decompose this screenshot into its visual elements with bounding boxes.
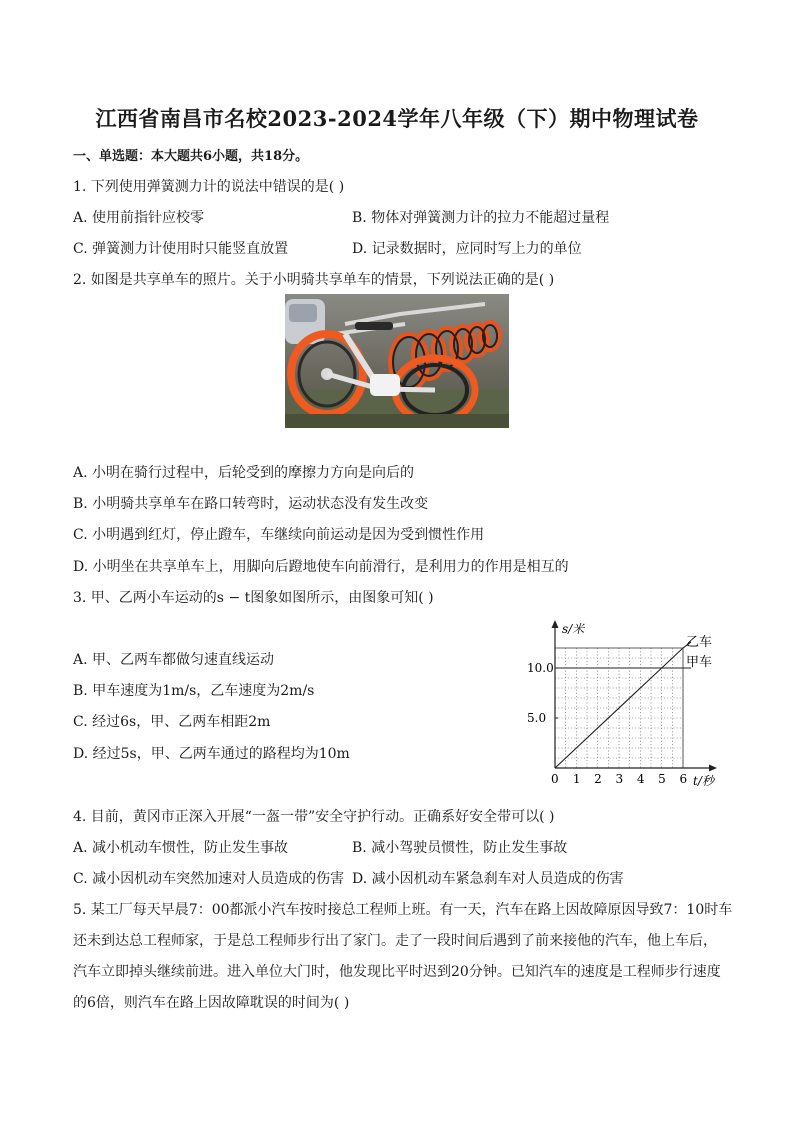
st-chart <box>520 618 730 793</box>
question-4-option-d: D. 减小因机动车紧急刹车对人员造成的伤害 <box>352 871 624 887</box>
x-tick-label: 4 <box>636 772 645 786</box>
question-5-line-2: 还未到达总工程师家，于是总工程师步行出了家门。走了一段时间后遇到了前来接他的汽车，他上车后， <box>73 933 717 949</box>
question-4-option-c: C. 减小因机动车突然加速对人员造成的伤害 <box>73 871 345 887</box>
page-title: 江西省南昌市名校2023-2024学年八年级（下）期中物理试卷 <box>95 106 699 131</box>
question-5-line-4: 的6倍，则汽车在路上因故障耽误的时间为( ) <box>73 995 350 1011</box>
x-tick-label: 3 <box>615 772 624 786</box>
x-axis-arrow <box>709 765 717 772</box>
question-2-option-d: D. 小明坐在共享单车上，用脚向后蹬地使车向前滑行，是利用力的作用是相互的 <box>73 559 569 575</box>
x-tick-label: 2 <box>594 772 602 786</box>
question-3-stem: 3. 甲、乙两小车运动的s − t图象如图所示，由图象可知( ) <box>73 590 434 606</box>
x-tick-label: 6 <box>679 772 688 786</box>
question-4-stem: 4. 目前，黄冈市正深入开展“一盔一带”安全守护行动。正确系好安全带可以( ) <box>73 809 555 825</box>
y-tick-label: 5.0 <box>527 711 547 725</box>
x-axis-label: t/秒 <box>693 774 714 788</box>
question-2-option-b: B. 小明骑共享单车在路口转弯时，运动状态没有发生改变 <box>73 496 429 512</box>
question-5-line-1: 5. 某工厂每天早晨7：00都派小汽车按时接总工程师上班。有一天，汽车在路上因故障原因导致7：10时车 <box>73 902 733 918</box>
question-2-stem: 2. 如图是共享单车的照片。关于小明骑共享单车的情景，下列说法正确的是( ) <box>73 272 555 288</box>
question-1-option-a: A. 使用前指针应校零 <box>73 210 205 226</box>
question-5-line-3: 汽车立即掉头继续前进。进入单位大门时，他发现比平时迟到20分钟。已知汽车的速度是工程师步行速度 <box>73 964 721 980</box>
question-1-option-b: B. 物体对弹簧测力计的拉力不能超过量程 <box>352 210 610 226</box>
question-2-option-a: A. 小明在骑行过程中，后轮受到的摩擦力方向是向后的 <box>73 465 415 481</box>
question-4-option-a: A. 减小机动车惯性，防止发生事故 <box>73 840 289 856</box>
question-1-option-d: D. 记录数据时，应同时写上力的单位 <box>352 241 582 257</box>
x-tick-label: 5 <box>658 772 666 786</box>
question-1-option-c: C. 弹簧测力计使用时只能竖直放置 <box>73 241 289 257</box>
question-4-option-b: B. 减小驾驶员惯性，防止发生事故 <box>352 840 568 856</box>
x-tick-label: 0 <box>551 772 559 786</box>
y-axis-label: s/米 <box>562 622 585 636</box>
question-3-option-b: B. 甲车速度为1m/s，乙车速度为2m/s <box>73 683 315 699</box>
legend-label-jia: 甲车 <box>686 655 713 670</box>
question-1-stem: 1. 下列使用弹簧测力计的说法中错误的是( ) <box>73 179 345 195</box>
question-2-option-c: C. 小明遇到红灯，停止蹬车，车继续向前运动是因为受到惯性作用 <box>73 527 485 543</box>
section-heading: 一、单选题：本大题共6小题，共18分。 <box>73 149 309 164</box>
y-tick-label: 10.0 <box>527 661 554 675</box>
question-3-option-a: A. 甲、乙两车都做匀速直线运动 <box>73 652 275 668</box>
x-tick-label: 1 <box>572 772 581 786</box>
series-line-yi <box>555 642 691 768</box>
legend-label-yi: 乙车 <box>686 635 713 650</box>
question-3-option-c: C. 经过6s，甲、乙两车相距2m <box>73 714 271 730</box>
y-axis-arrow <box>552 620 559 628</box>
shared-bike-photo <box>285 294 509 428</box>
question-3-option-d: D. 经过5s，甲、乙两车通过的路程均为10m <box>73 746 350 762</box>
